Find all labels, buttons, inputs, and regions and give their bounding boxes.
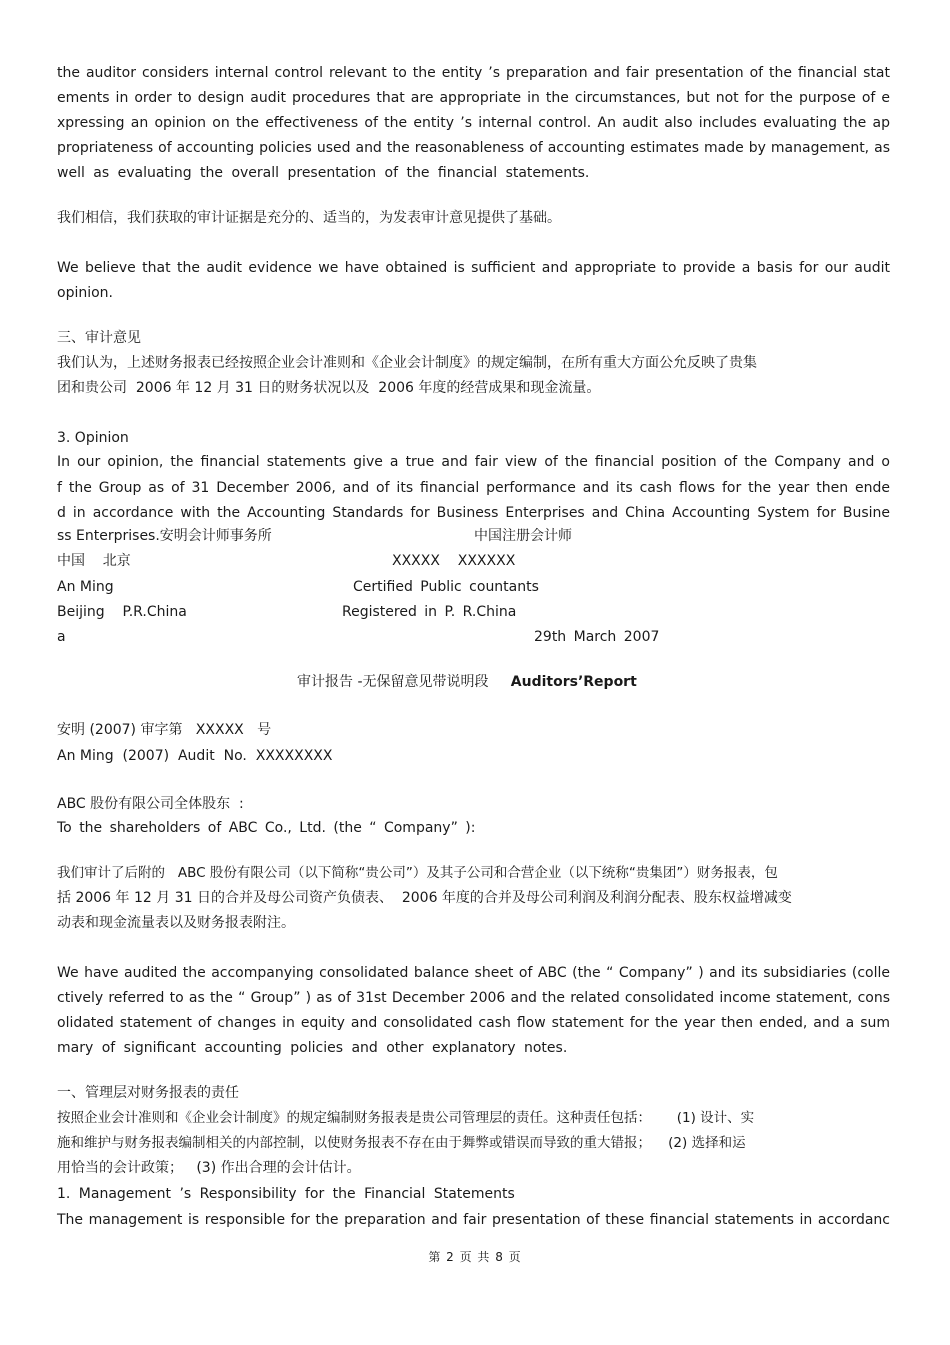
mgmt-cn-line-3: 用恰当的会计政策； (3) 作出合理的会计估计。	[57, 1160, 361, 1176]
audited-en-line-2: ctively referred to as the “ Group” ) as of 31st December 2006 and the related consolidated income statement, cons	[57, 990, 890, 1006]
believe-en-line-1: We believe that the audit evidence we have obtained is sufficient and appropriate to provide a basis for our audit	[57, 260, 890, 276]
opinion-en-line-1: In our opinion, the financial statements give a true and fair view of the financial position of the Company and o	[57, 454, 890, 470]
sign-certified: Certified Public countants	[353, 579, 539, 595]
mgmt-cn-line-2: 施和维护与财务报表编制相关的内部控制，以使财务报表不存在由于舞弊或错误而导致的重大错报； (2) 选择和运	[57, 1135, 746, 1151]
mgmt-en-line-1: The management is responsible for the preparation and fair presentation of these financial statements in accordanc	[57, 1212, 890, 1228]
audited-en-line-4: mary of significant accounting policies and other explanatory notes.	[57, 1040, 568, 1056]
page-number-footer: 第 2 页 共 8 页	[428, 1250, 522, 1264]
audited-en-line-1: We have audited the accompanying consolidated balance sheet of ABC (the “ Company” ) and its subsidiaries (colle	[57, 965, 890, 981]
mgmt-en-heading: 1. Management ’s Responsibility for the Financial Statements	[57, 1186, 515, 1202]
addressee-cn: ABC 股份有限公司全体股东 :	[57, 796, 244, 812]
mgmt-cn-heading: 一、管理层对财务报表的责任	[57, 1085, 239, 1101]
ref-cn: 安明 (2007) 审字第 XXXXX 号	[57, 722, 272, 738]
opinion-en-line-2: f the Group as of 31 December 2006, and of its financial performance and its cash flows for the year then ende	[57, 480, 890, 496]
scope-line-2: ements in order to design audit procedures that are appropriate in the circumstances, but not for the purpose of e	[57, 90, 890, 106]
mgmt-cn-line-1: 按照企业会计准则和《企业会计制度》的规定编制财务报表是贵公司管理层的责任。这种责任包括： (1) 设计、实	[57, 1110, 755, 1126]
sign-location-en: Beijing P.R.China	[57, 604, 187, 620]
scope-line-4: propriateness of accounting policies used and the reasonableness of accounting estimates made by management, as	[57, 140, 890, 156]
believe-en-line-2: opinion.	[57, 285, 113, 301]
scope-line-1: the auditor considers internal control relevant to the entity ’s preparation and fair presentation of the financial stat	[57, 65, 890, 81]
ref-en: An Ming (2007) Audit No. XXXXXXXX	[57, 748, 333, 764]
report-title-cn: 审计报告 -无保留意见带说明段	[297, 674, 489, 690]
opinion-cn-line-2: 团和贵公司 2006 年 12 月 31 日的财务状况以及 2006 年度的经营成果和现金流量。	[57, 380, 601, 396]
audited-en-line-3: olidated statement of changes in equity and consolidated cash flow statement for the year then ended, and a sum	[57, 1015, 890, 1031]
audited-cn-line-2: 括 2006 年 12 月 31 日的合并及母公司资产负债表、 2006 年度的合并及母公司利润及利润分配表、股东权益增减变	[57, 890, 792, 906]
audited-cn-line-3: 动表和现金流量表以及财务报表附注。	[57, 915, 295, 931]
sign-firm: ss Enterprises.安明会计师事务所	[57, 528, 272, 544]
sign-cpa-names: XXXXX XXXXXX	[392, 553, 516, 569]
opinion-en-line-3: d in accordance with the Accounting Standards for Business Enterprises and China Accounting System for Busine	[57, 505, 890, 521]
scope-line-5: well as evaluating the overall presentation of the financial statements.	[57, 165, 590, 181]
opinion-en-heading: 3. Opinion	[57, 430, 129, 446]
sign-location-cn: 中国 北京	[57, 553, 131, 569]
scope-line-3: xpressing an opinion on the effectiveness of the entity ’s internal control. An audit also includes evaluating the ap	[57, 115, 890, 131]
sign-date: 29th March 2007	[534, 629, 660, 645]
sign-firm-en: An Ming	[57, 579, 114, 595]
report-title	[297, 673, 637, 691]
addressee-en: To the shareholders of ABC Co., Ltd. (the “ Company” ):	[57, 820, 476, 836]
opinion-cn-heading: 三、审计意见	[57, 330, 141, 346]
sign-registered: Registered in P. R.China	[342, 604, 517, 620]
audited-cn-line-1: 我们审计了后附的 ABC 股份有限公司（以下简称“贵公司”）及其子公司和合营企业（以下统称“贵集团”）财务报表，包	[57, 865, 778, 881]
sign-cpa-cn: 中国注册会计师	[474, 528, 572, 544]
believe-cn: 我们相信，我们获取的审计证据是充分的、适当的，为发表审计意见提供了基础。	[57, 210, 561, 226]
report-title-en: Auditors’Report	[510, 674, 637, 690]
sign-fragment: a	[57, 629, 66, 645]
opinion-cn-line-1: 我们认为，上述财务报表已经按照企业会计准则和《企业会计制度》的规定编制，在所有重大方面公允反映了贵集	[57, 355, 757, 371]
